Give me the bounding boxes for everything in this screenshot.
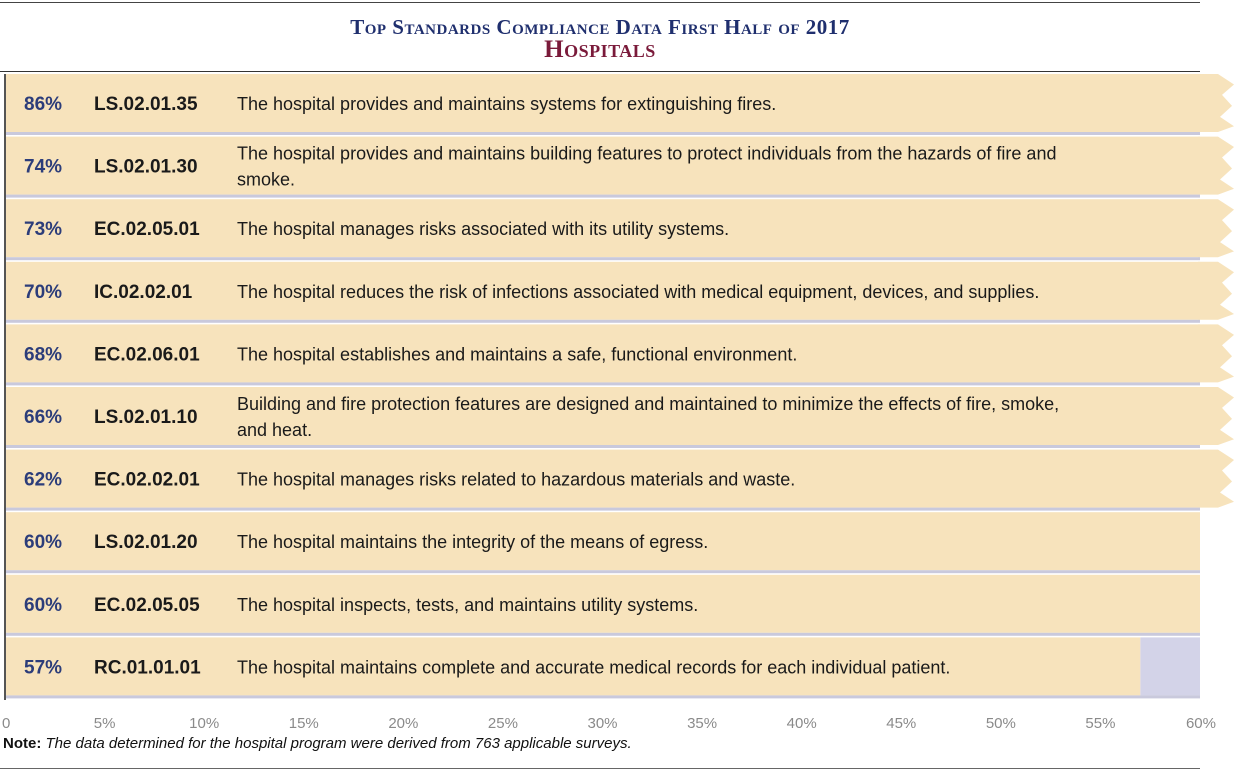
bar-description: The hospital manages risks related to hazardous materials and waste. (237, 469, 796, 490)
x-tick-label: 35% (687, 715, 718, 732)
bar-overflow-edge (1198, 387, 1234, 445)
x-axis-ticks (2, 715, 1216, 732)
bar-separator (5, 132, 1200, 135)
chart-subtitle: Hospitals (544, 36, 656, 63)
bar-code-label: EC.02.06.01 (94, 344, 200, 366)
bar-code-label: LS.02.01.20 (94, 532, 198, 554)
bar-description: Building and fire protection features are designed and maintained to minimize the effects of fire, smoke, (237, 394, 1060, 414)
bar-row (5, 387, 1234, 448)
bar-code-label: EC.02.05.05 (94, 594, 200, 616)
footnote (3, 735, 632, 752)
x-tick-label: 5% (93, 715, 116, 732)
bar-row (5, 74, 1234, 135)
bar-value-label: 62% (24, 469, 63, 491)
x-tick-label: 55% (1085, 715, 1116, 732)
bar-description: smoke. (237, 169, 296, 190)
bar-row (5, 450, 1234, 511)
chart-title: Top Standards Compliance Data First Half of 2017 (350, 15, 850, 39)
bar-description: The hospital maintains complete and accurate medical records for each individual patient. (237, 657, 951, 678)
x-tick-label: 50% (985, 715, 1016, 732)
x-tick-label: 45% (886, 715, 917, 732)
x-tick-label: 15% (288, 715, 319, 732)
bar-separator (5, 382, 1200, 385)
bar-description: The hospital establishes and maintains a safe, functional environment. (237, 344, 798, 365)
bar-separator (5, 633, 1200, 636)
bar-code-label: LS.02.01.10 (94, 407, 198, 428)
bar-overflow-edge (1198, 450, 1234, 508)
bar-value-label: 86% (24, 94, 63, 115)
bar-separator (5, 570, 1200, 573)
bar-row (5, 262, 1234, 323)
x-tick-label: 40% (786, 715, 817, 732)
bar-separator (5, 508, 1200, 511)
bar-separator (5, 257, 1200, 260)
bar-separator (5, 195, 1200, 198)
footnote-label: Note: (3, 735, 42, 752)
x-tick-label: 10% (189, 715, 220, 732)
bar-value-label: 57% (24, 657, 63, 679)
bar-overflow-edge (1198, 74, 1234, 132)
bar-overflow-edge (1198, 324, 1234, 382)
bar-value-label: 73% (24, 219, 63, 241)
bar-code-label: EC.02.05.01 (94, 219, 200, 241)
bar-code-label: LS.02.01.30 (94, 156, 198, 178)
bar-value-label: 60% (24, 532, 63, 554)
bar-separator (5, 695, 1200, 698)
bar-value-label: 70% (24, 281, 63, 303)
bar-row (5, 324, 1234, 385)
bar-row (5, 512, 1200, 573)
bar-code-label: RC.01.01.01 (94, 657, 201, 679)
bar-row (5, 137, 1234, 198)
bar-separator (5, 445, 1200, 448)
bar-code-label: IC.02.02.01 (94, 281, 193, 303)
bar-description: and heat. (237, 420, 313, 440)
bar-row (5, 575, 1200, 636)
bar-value-label: 60% (24, 594, 63, 616)
bar-remainder (1140, 637, 1200, 695)
bar-description: The hospital provides and maintains systems for extinguishing fires. (237, 94, 777, 114)
footnote-text: The data determined for the hospital program were derived from 763 applicable surveys. (45, 735, 632, 752)
bar-overflow-edge (1198, 262, 1234, 320)
bar-description: The hospital maintains the integrity of the means of egress. (237, 532, 709, 553)
bar-row (5, 637, 1200, 698)
bar-description: The hospital manages risks associated with its utility systems. (237, 219, 730, 240)
x-tick-label: 0 (2, 715, 11, 732)
bar-value-label: 66% (24, 407, 63, 428)
bar-value-label: 74% (24, 156, 63, 178)
bar-overflow-edge (1198, 199, 1234, 257)
bar-description: The hospital inspects, tests, and maintains utility systems. (237, 594, 699, 615)
bar-code-label: EC.02.02.01 (94, 469, 200, 491)
bar-value-label: 68% (24, 344, 63, 366)
bar-description: The hospital reduces the risk of infections associated with medical equipment, devices, and supplies. (237, 281, 1040, 302)
bar-overflow-edge (1198, 137, 1234, 195)
bar-separator (5, 320, 1200, 323)
bars-layer (5, 74, 1234, 698)
x-tick-label: 25% (487, 715, 518, 732)
x-tick-label: 20% (388, 715, 419, 732)
bar-code-label: LS.02.01.35 (94, 94, 198, 115)
bar-row (5, 199, 1234, 260)
bottom-rule (0, 768, 1200, 769)
bar-description: The hospital provides and maintains building features to protect individuals from the hazards of fire and (237, 143, 1057, 164)
y-axis-line (4, 74, 6, 700)
x-tick-label: 30% (587, 715, 618, 732)
x-tick-label: 60% (1185, 715, 1216, 732)
